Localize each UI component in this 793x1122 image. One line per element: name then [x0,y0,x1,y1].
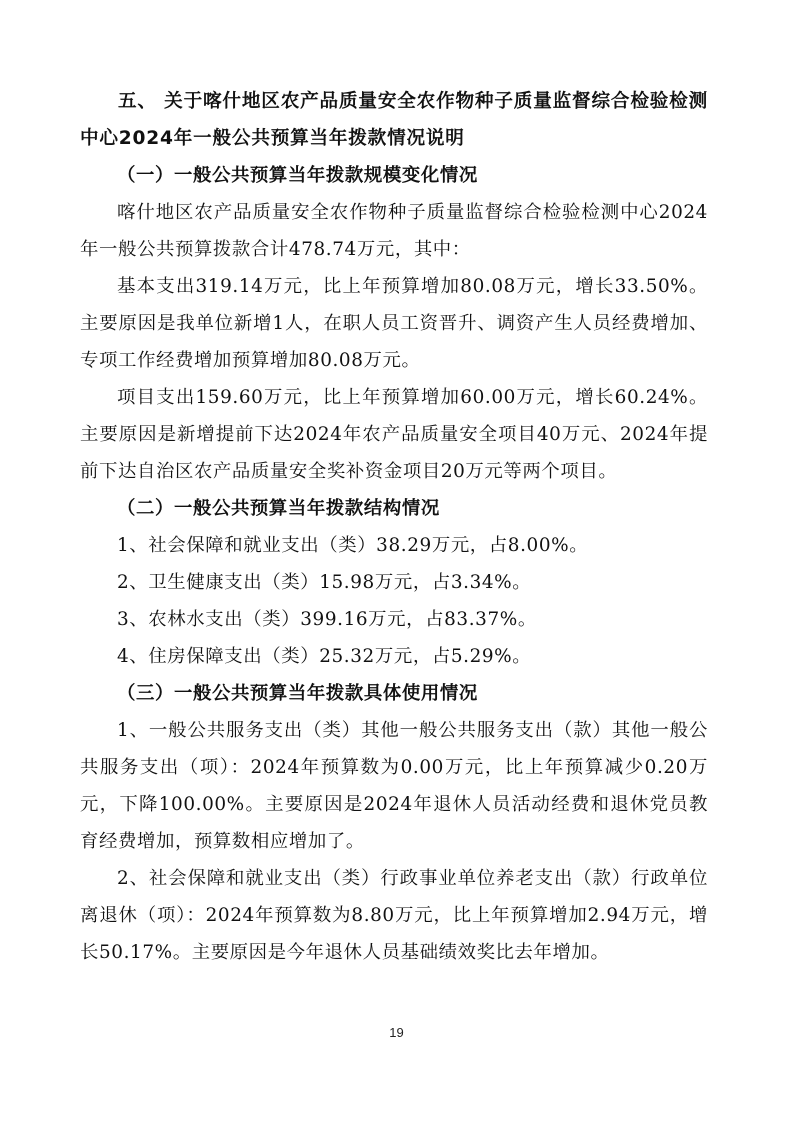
subheading-usage: （三）一般公共预算当年拨款具体使用情况 [117,683,478,704]
paragraph-usage-2: 2、社会保障和就业支出（类）行政事业单位养老支出（款）行政单位离退休（项）：2024年预算数为8.80万元，比上年预算增加2.94万元，增长50.17%。主要原因是今年退休人员基础绩效奖比去年增加。 [80,868,708,963]
paragraph-usage-1: 1、一般公共服务支出（类）其他一般公共服务支出（款）其他一般公共服务支出（项）：2024年预算数为0.00万元，比上年预算减少0.20万元，下降100.00%。主要原因是2024年退休人员活动经费和退休党员教育经费增加，预算数相应增加了。 [80,720,708,852]
paragraph-total: 喀什地区农产品质量安全农作物种子质量监督综合检验检测中心2024年一般公共预算拨款合计478.74万元，其中： [80,202,708,260]
paragraph-project-expense: 项目支出159.60万元，比上年预算增加60.00万元，增长60.24%。主要原因是新增提前下达2024年农产品质量安全项目40万元、2024年提前下达自治区农产品质量安全奖补资金项目20万元等两个项目。 [80,387,708,482]
paragraph-basic-expense: 基本支出319.14万元，比上年预算增加80.08万元，增长33.50%。主要原因是我单位新增1人，在职人员工资晋升、调资产生人员经费增加、专项工作经费增加预算增加80.08万元。 [80,276,708,371]
structure-item: 4、住房保障支出（类）25.32万元，占5.29%。 [117,646,532,667]
subheading-structure: （二）一般公共预算当年拨款结构情况 [117,498,440,519]
subheading-scale: （一）一般公共预算当年拨款规模变化情况 [117,165,478,186]
structure-item: 2、卫生健康支出（类）15.98万元，占3.34%。 [117,572,532,593]
structure-item: 3、农林水支出（类）399.16万元，占83.37%。 [117,609,537,630]
section-title: 五、 关于喀什地区农产品质量安全农作物种子质量监督综合检验检测中心2024年一般公共预算当年拨款情况说明 [80,91,708,149]
structure-item: 1、社会保障和就业支出（类）38.29万元，占8.00%。 [117,535,589,556]
page-number: 19 [389,1025,404,1040]
